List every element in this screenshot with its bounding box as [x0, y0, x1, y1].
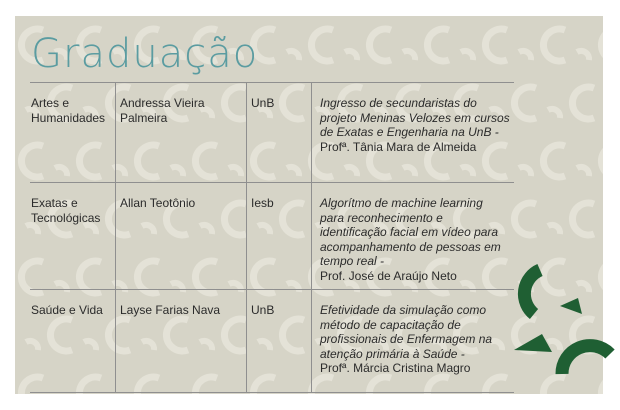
table-row	[30, 290, 514, 393]
table-row	[30, 183, 514, 290]
area-cell: Artes e Humanidades	[30, 83, 116, 183]
pattern-arc	[601, 29, 603, 61]
logo-arc-top	[524, 270, 540, 314]
pattern-arc	[514, 203, 560, 235]
awards-table	[30, 82, 514, 393]
name-cell: Allan Teotônio	[116, 183, 247, 290]
project-cell	[312, 183, 515, 290]
table-row	[30, 83, 514, 183]
green-arc-logo-icon	[512, 262, 620, 407]
page-title: Graduação	[31, 31, 259, 77]
pattern-arc	[572, 203, 603, 235]
project-title: Algorítmo de machine learning para reconhecimento e identificação facial em vídeo para acompanhamento de pessoas em tempo real -	[320, 196, 501, 268]
institution-cell: UnB	[247, 83, 312, 183]
name-cell: Layse Farias Nava	[116, 290, 247, 393]
pattern-arc	[485, 29, 531, 61]
advisor-name: Profª. Márcia Cristina Magro	[320, 361, 471, 375]
pattern-arc	[543, 29, 589, 61]
name-cell: Andressa Vieira Palmeira	[116, 83, 247, 183]
area-cell: Saúde e Vida	[30, 290, 116, 393]
advisor-name: Prof. José de Araújo Neto	[320, 268, 457, 283]
logo-wedge-left	[514, 334, 552, 352]
pattern-arc	[369, 29, 415, 61]
pattern-arc	[514, 87, 560, 119]
project-cell	[312, 83, 515, 183]
pattern-arc	[543, 145, 589, 177]
pattern-arc	[572, 87, 603, 119]
project-title: Ingresso de secundaristas do projeto Meninas Velozes em cursos de Exatas e Engenharia na UnB -	[320, 96, 510, 139]
advisor-name: Profª. Tânia Mara de Almeida	[320, 139, 477, 154]
pattern-arc	[253, 29, 299, 61]
project-cell	[312, 290, 515, 393]
area-cell: Exatas e Tecnológicas	[30, 183, 116, 290]
pattern-arc	[427, 29, 473, 61]
pattern-arc	[601, 145, 603, 177]
project-title: Efetividade da simulação como método de capacitação de profissionais de Enfermagem na atenção primária à Saúde -	[320, 303, 493, 361]
institution-cell: Iesb	[247, 183, 312, 290]
institution-cell: UnB	[247, 290, 312, 393]
logo-wedge-top	[560, 298, 582, 314]
logo-arc-bottom	[562, 346, 610, 374]
pattern-arc	[311, 29, 357, 61]
